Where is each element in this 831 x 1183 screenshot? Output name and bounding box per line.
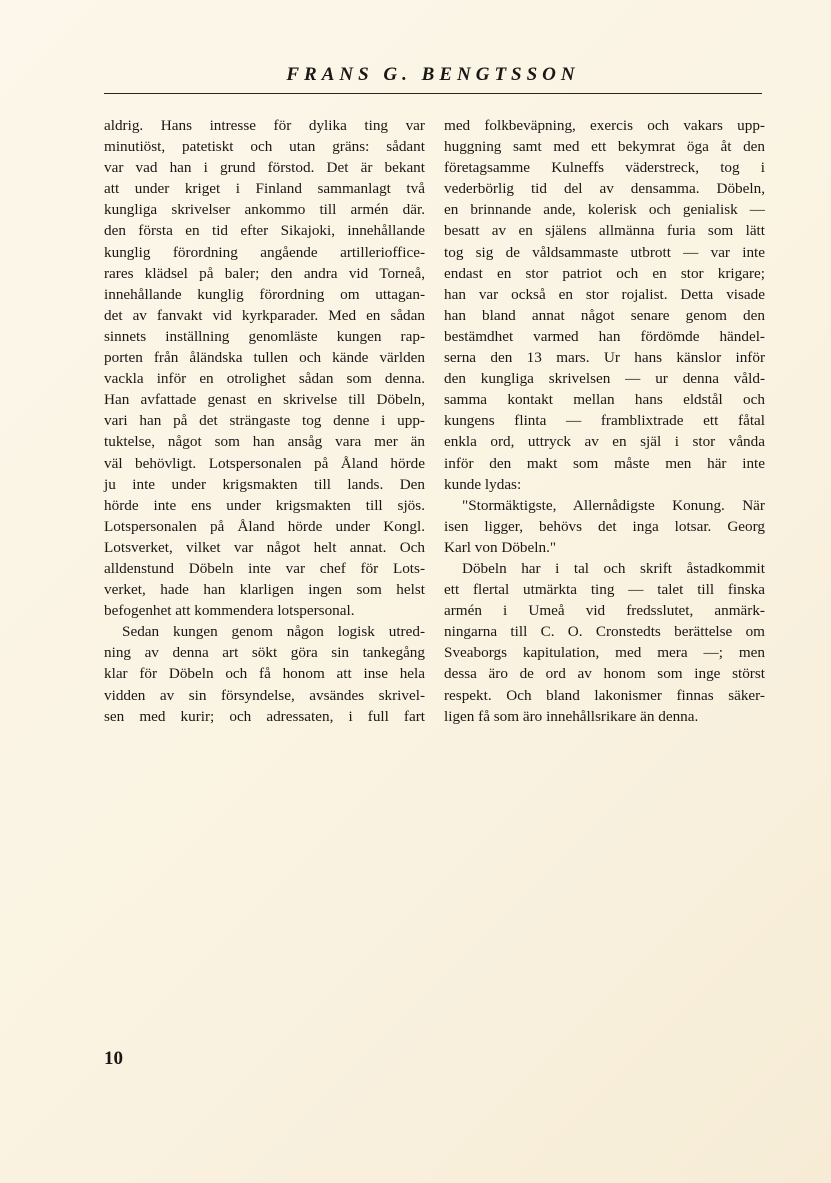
text-line: kunde lydas: — [444, 475, 522, 493]
text-line: att under kriget i Finland sammanlagt två — [104, 180, 425, 198]
text-line: Lotspersonalen på Åland hörde under Kongl. — [104, 517, 425, 535]
text-line: endast en stor patriot och en stor krigare; — [444, 264, 765, 282]
text-line: ningarna till C. O. Cronstedts berättelse om — [444, 623, 765, 641]
text-line: inför den makt som måste men här inte — [444, 454, 765, 472]
text-line: Sedan kungen genom någon logisk utred- — [122, 623, 425, 641]
text-line: samma kontakt mellan hans eldstål och — [444, 391, 765, 409]
text-line: var vad han i grund förstod. Det är bekant — [104, 159, 425, 177]
text-line: klar för Döbeln och få honom att inse hela — [104, 665, 425, 683]
text-line: kungens flinta — framblixtrade ett fåtal — [444, 412, 765, 430]
text-line: aldrig. Hans intresse för dylika ting var — [104, 117, 425, 134]
text-line: alldenstund Döbeln inte var chef för Lots- — [104, 559, 425, 577]
text-line: respekt. Och bland lakonismer finnas säker- — [444, 686, 765, 704]
text-line: han bland annat något senare genom den — [444, 306, 765, 324]
text-line: "Stormäktigste, Allernådigste Konung. När — [462, 496, 765, 514]
text-line: ning av denna art sökt göra sin tankegång — [104, 644, 425, 662]
text-line: enkla ord, uttryck av en själ i stor vånda — [444, 433, 765, 451]
text-line: tuktelse, något som han ansåg vara mer än — [104, 433, 425, 451]
text-line: besatt av en själens allmänna furia som lätt — [444, 222, 765, 240]
text-line: befogenhet att kommendera lotspersonal. — [104, 602, 355, 620]
text-line: innehållande kunglig förordning om uttagan- — [104, 285, 425, 303]
text-line: bestämdhet varmed han fördömde händel- — [444, 327, 765, 345]
text-line: vidden av sin försyndelse, avsändes skrivel- — [104, 686, 425, 704]
text-line: väl behövligt. Lotspersonalen på Åland hörde — [104, 454, 425, 472]
text-line: isen ligger, behövs det inga lotsar. Georg — [444, 517, 765, 535]
text-line: serna den 13 mars. Ur hans känslor inför — [444, 349, 765, 367]
text-line: rares klädsel på baler; den andra vid Torneå, — [104, 264, 425, 282]
text-line: den första en tid efter Sikajoki, innehållande — [104, 222, 425, 240]
text-line: Döbeln har i tal och skrift åstadkommit — [462, 559, 765, 577]
text-line: dessa äro de ord av honom som inge störst — [444, 665, 765, 683]
text-line: huggning samt med ett bekymrat öga åt den — [444, 138, 765, 156]
text-line: Han avfattade genast en skrivelse till Döbeln, — [104, 391, 425, 409]
text-line: hörde inte ens under krigsmakten till sjös. — [104, 496, 425, 514]
text-line: han var också en stor rojalist. Detta visade — [444, 285, 765, 303]
text-line: ligen få som äro innehållsrikare än denna. — [444, 707, 699, 725]
text-line: ett flertal utmärkta ting — talet till finska — [444, 581, 765, 599]
text-line: kungliga skrivelser ankommo till armén där. — [104, 201, 425, 219]
text-line: vackla inför en otrolighet sådan som denna. — [104, 370, 425, 388]
text-line: vari han på det strängaste tog denne i upp- — [104, 412, 425, 430]
text-line: kunglig förordning angående artillerioffice- — [104, 243, 425, 261]
text-line: armén i Umeå vid fredsslutet, anmärk- — [444, 602, 765, 620]
text-line: Karl von Döbeln." — [444, 538, 557, 556]
left-text-column — [104, 115, 425, 727]
running-header: FRANS G. BENGTSSON — [286, 64, 580, 85]
text-line: verket, hade han klarligen ingen som helst — [104, 581, 425, 599]
text-line: en brinnande ande, kolerisk och genialisk — — [444, 201, 765, 219]
right-text-column — [444, 115, 765, 727]
text-line: företagsamme Kulneffs väderstreck, tog i — [444, 159, 765, 177]
text-line: sen med kurir; och adressaten, i full fart — [104, 707, 425, 725]
text-line: den kungliga skrivelsen — ur denna våld- — [444, 370, 765, 388]
text-line: tog sig de våldsammaste utbrott — var inte — [444, 243, 765, 261]
text-line: Sveaborgs kapitulation, med mera —; men — [444, 644, 765, 662]
text-line: minutiöst, patetiskt och utan gräns: sådant — [104, 138, 425, 156]
text-line: det av fanvakt vid kyrkparader. Med en sådan — [104, 306, 425, 324]
text-line: Lotsverket, vilket var något helt annat. Och — [104, 538, 425, 556]
text-line: ju inte under krigsmakten till lands. Den — [104, 475, 425, 493]
text-line: vederbörlig tid del av densamma. Döbeln, — [444, 180, 765, 198]
text-line: porten från åländska tullen och kände världen — [104, 349, 425, 367]
header-rule — [104, 93, 762, 94]
page-number: 10 — [104, 1048, 123, 1069]
text-line: sinnets inställning genomläste kungen rap- — [104, 327, 425, 345]
text-line: med folkbeväpning, exercis och vakars upp- — [444, 117, 765, 134]
